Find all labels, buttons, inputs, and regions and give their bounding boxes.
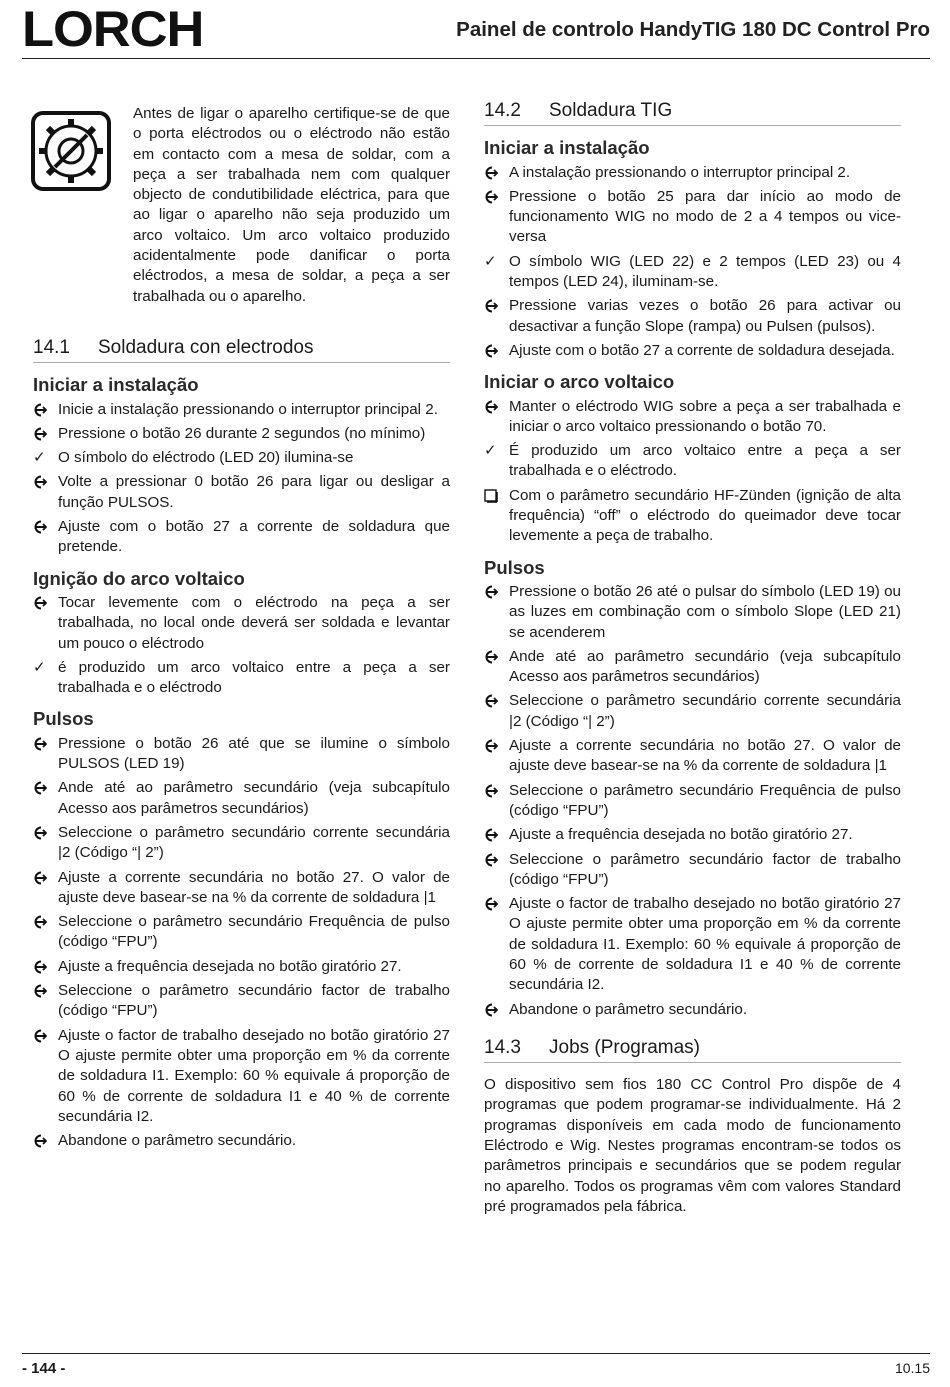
list-item <box>33 424 450 444</box>
list-item <box>484 894 901 995</box>
list-item-text: É produzido um arco voltaico entre a peça a ser trabalhada e o eléctrodo. <box>509 442 901 480</box>
list-item-text: Ajuste com o botão 27 a corrente de soldadura desejada. <box>509 341 895 359</box>
list-item <box>33 472 450 513</box>
list-item <box>484 296 901 337</box>
list-item <box>484 736 901 777</box>
list-item <box>484 397 901 438</box>
list-item <box>33 912 450 953</box>
document-title: Painel de controlo HandyTIG 180 DC Control Pro <box>456 18 930 41</box>
section-title: Jobs (Programas) <box>549 1036 700 1058</box>
list-item-text: Ajuste a frequência desejada no botão giratório 27. <box>58 957 402 975</box>
list-item <box>33 868 450 909</box>
list-item <box>484 486 901 547</box>
list-item <box>33 400 450 420</box>
list-item <box>33 823 450 864</box>
list-item-text: Inicie a instalação pressionando o interruptor principal 2. <box>58 400 438 418</box>
list-item-text: O símbolo WIG (LED 22) e 2 tempos (LED 23) ou 4 tempos (LED 24), iluminam-se. <box>509 252 901 291</box>
list-item-text: Pressione o botão 26 até o pulsar do símbolo (LED 19) ou as luzes em combinação com o símbolo Slope (LED 21) se acenderem <box>509 582 901 641</box>
list-item <box>33 448 450 468</box>
list-item-text: Ajuste a corrente secundária no botão 27. O valor de ajuste deve basear-se na % da corrente de soldadura |1 <box>58 868 450 906</box>
brand-logo: LORCH <box>22 1 204 57</box>
list-item-text: A instalação pressionando o interruptor principal 2. <box>509 163 851 181</box>
subheading: Pulsos <box>33 708 94 730</box>
list-item <box>484 341 901 361</box>
list-item-text: Com o parâmetro secundário HF-Zünden (ignição de alta frequência) “off” o eléctrodo do queimador deve tocar levemente a peça de trabalho. <box>509 486 901 545</box>
list-item <box>484 441 901 482</box>
list-item-text: Seleccione o parâmetro secundário factor de trabalho (código “FPU”) <box>509 850 901 888</box>
list-item-text: Manter o eléctrodo WIG sobre a peça a ser trabalhada e iniciar o arco voltaico pressionando o botão 70. <box>509 397 901 435</box>
list-item <box>484 1000 901 1020</box>
right-blocks <box>484 138 901 1020</box>
check-icon: ✓ <box>484 252 497 270</box>
subheading: Iniciar o arco voltaico <box>484 371 675 393</box>
subheading: Pulsos <box>484 556 545 578</box>
list-item-text: Abandone o parâmetro secundário. <box>509 1000 748 1018</box>
check-icon: ✓ <box>484 442 497 460</box>
list-item-text: Ande até ao parâmetro secundário (veja subcapítulo Acesso aos parâmetros secundários) <box>58 779 450 817</box>
right-column <box>484 101 901 1217</box>
section-paragraph: O dispositivo sem fios 180 CC Control Pro dispõe de 4 programas que podem programar-se individualmente. Há 2 programas disponíveis em cada modo de funcionamento Eléctrodo e Wig. Nestes programas encontram-se todos os parâmetros principais e secundários que se podem regular no aparelho. Todos os programas vêm com valores Standard pré programados pela fábrica. <box>484 1076 901 1215</box>
list-item <box>484 647 901 688</box>
list-item <box>484 163 901 183</box>
list-item <box>484 825 901 845</box>
page-number: - 144 - <box>22 1360 66 1377</box>
list-item <box>33 517 450 558</box>
list-item <box>484 781 901 822</box>
list-item-text: Seleccione o parâmetro secundário Frequência de pulso (código “FPU”) <box>509 781 901 819</box>
list-item-text: Pressione o botão 26 até que se ilumine o símbolo PULSOS (LED 19) <box>58 734 450 773</box>
subheading: Iniciar a instalação <box>484 137 650 159</box>
section-number: 14.2 <box>484 100 521 121</box>
list-item-text: O símbolo do eléctrodo (LED 20) ilumina-se <box>58 449 354 467</box>
list-item <box>33 658 450 699</box>
list-item-text: é produzido um arco voltaico entre a peça a ser trabalhada e o eléctrodo <box>58 658 450 697</box>
list-item <box>484 252 901 293</box>
warning-text: Antes de ligar o aparelho certifique-se de que o porta eléctrodos ou o eléctrodo não estão em contacto com a mesa de soldar, com a peça a ser trabalhada nem com qualquer objecto de condutibilidade eléctrica, para que ao ligar o aparelho não seja produzido um arco voltaico. Um arco voltaico produzido acidentalmente pode danificar o porta eléctrodos, a mesa de soldar, a peça a ser trabalhada ou o aparelho. <box>133 105 450 305</box>
list-item-text: Tocar levemente com o eléctrodo na peça a ser trabalhada, no local onde deverá ser soldada e levantar um pouco o eléctrodo <box>58 593 450 652</box>
check-icon: ✓ <box>33 658 46 676</box>
list-item <box>484 582 901 643</box>
list-item <box>484 691 901 732</box>
list-item <box>484 187 901 248</box>
list-item <box>33 778 450 819</box>
section-title: Soldadura TIG <box>549 100 673 121</box>
list-item-text: Seleccione o parâmetro secundário Frequência de pulso (código “FPU”) <box>58 913 450 951</box>
left-blocks <box>33 375 450 1151</box>
list-item-text: Pressione varias vezes o botão 26 para activar ou desactivar a função Slope (rampa) ou Pulsen (pulsos). <box>509 297 901 335</box>
list-item-text: Pressione o botão 25 para dar início ao modo de funcionamento WIG no modo de 2 a 4 tempos ou vice-versa <box>509 187 901 246</box>
section-heading <box>484 101 901 126</box>
list-item <box>484 850 901 891</box>
list-item <box>33 981 450 1022</box>
section-heading <box>33 338 450 363</box>
list-item <box>33 957 450 977</box>
left-column <box>33 100 450 1155</box>
section-title: Soldadura con electrodos <box>98 337 314 358</box>
list-item-text: Ajuste o factor de trabalho desejado no botão giratório 27 O ajuste permite obter uma proporção em % da corrente de soldadura I1. Exemplo: 60 % equivale á proporção de 60 % de corrente de soldadura I1 e 40 % de corrente secundária I2. <box>58 1026 450 1125</box>
list-item <box>33 593 450 654</box>
list-item <box>33 1026 450 1127</box>
list-item-text: Seleccione o parâmetro secundário corrente secundária |2 (Código “| 2”) <box>509 692 901 730</box>
warning-note <box>33 100 450 322</box>
list-item-text: Abandone o parâmetro secundário. <box>58 1132 297 1150</box>
list-item <box>33 1131 450 1151</box>
list-item-text: Volte a pressionar 0 botão 26 para ligar ou desligar a função PULSOS. <box>58 473 450 511</box>
list-item-text: Ajuste o factor de trabalho desejado no botão giratório 27 O ajuste permite obter uma proporção em % da corrente de soldadura I1. Exemplo: 60 % equivale á proporção de 60 % de corrente de soldadura I1 e 40 % de corrente secundária I2. <box>509 895 901 994</box>
subheading: Ignição do arco voltaico <box>33 567 245 589</box>
section-number: 14.1 <box>33 337 70 358</box>
section-number: 14.3 <box>484 1036 521 1058</box>
list-item-text: Seleccione o parâmetro secundário factor de trabalho (código “FPU”) <box>58 982 450 1020</box>
subheading: Iniciar a instalação <box>33 374 199 396</box>
document-date: 10.15 <box>894 1360 930 1376</box>
list-item-text: Ajuste a corrente secundária no botão 27. O valor de ajuste deve basear-se na % da corrente de soldadura |1 <box>509 737 901 775</box>
list-item <box>33 734 450 775</box>
list-item-text: Ajuste a frequência desejada no botão giratório 27. <box>509 826 853 844</box>
section-heading <box>484 1038 901 1063</box>
list-item-text: Ajuste com o botão 27 a corrente de soldadura que pretende. <box>58 518 450 556</box>
gear-warning-icon <box>30 110 112 192</box>
list-item-text: Pressione o botão 26 durante 2 segundos (no mínimo) <box>58 424 426 442</box>
page-header <box>22 0 930 59</box>
list-item-text: Seleccione o parâmetro secundário corrente secundária |2 (Código “| 2”) <box>58 823 450 862</box>
page-footer <box>22 1353 930 1377</box>
list-item-text: Ande até ao parâmetro secundário (veja subcapítulo Acesso aos parâmetros secundários) <box>509 647 901 686</box>
check-icon: ✓ <box>33 449 46 467</box>
